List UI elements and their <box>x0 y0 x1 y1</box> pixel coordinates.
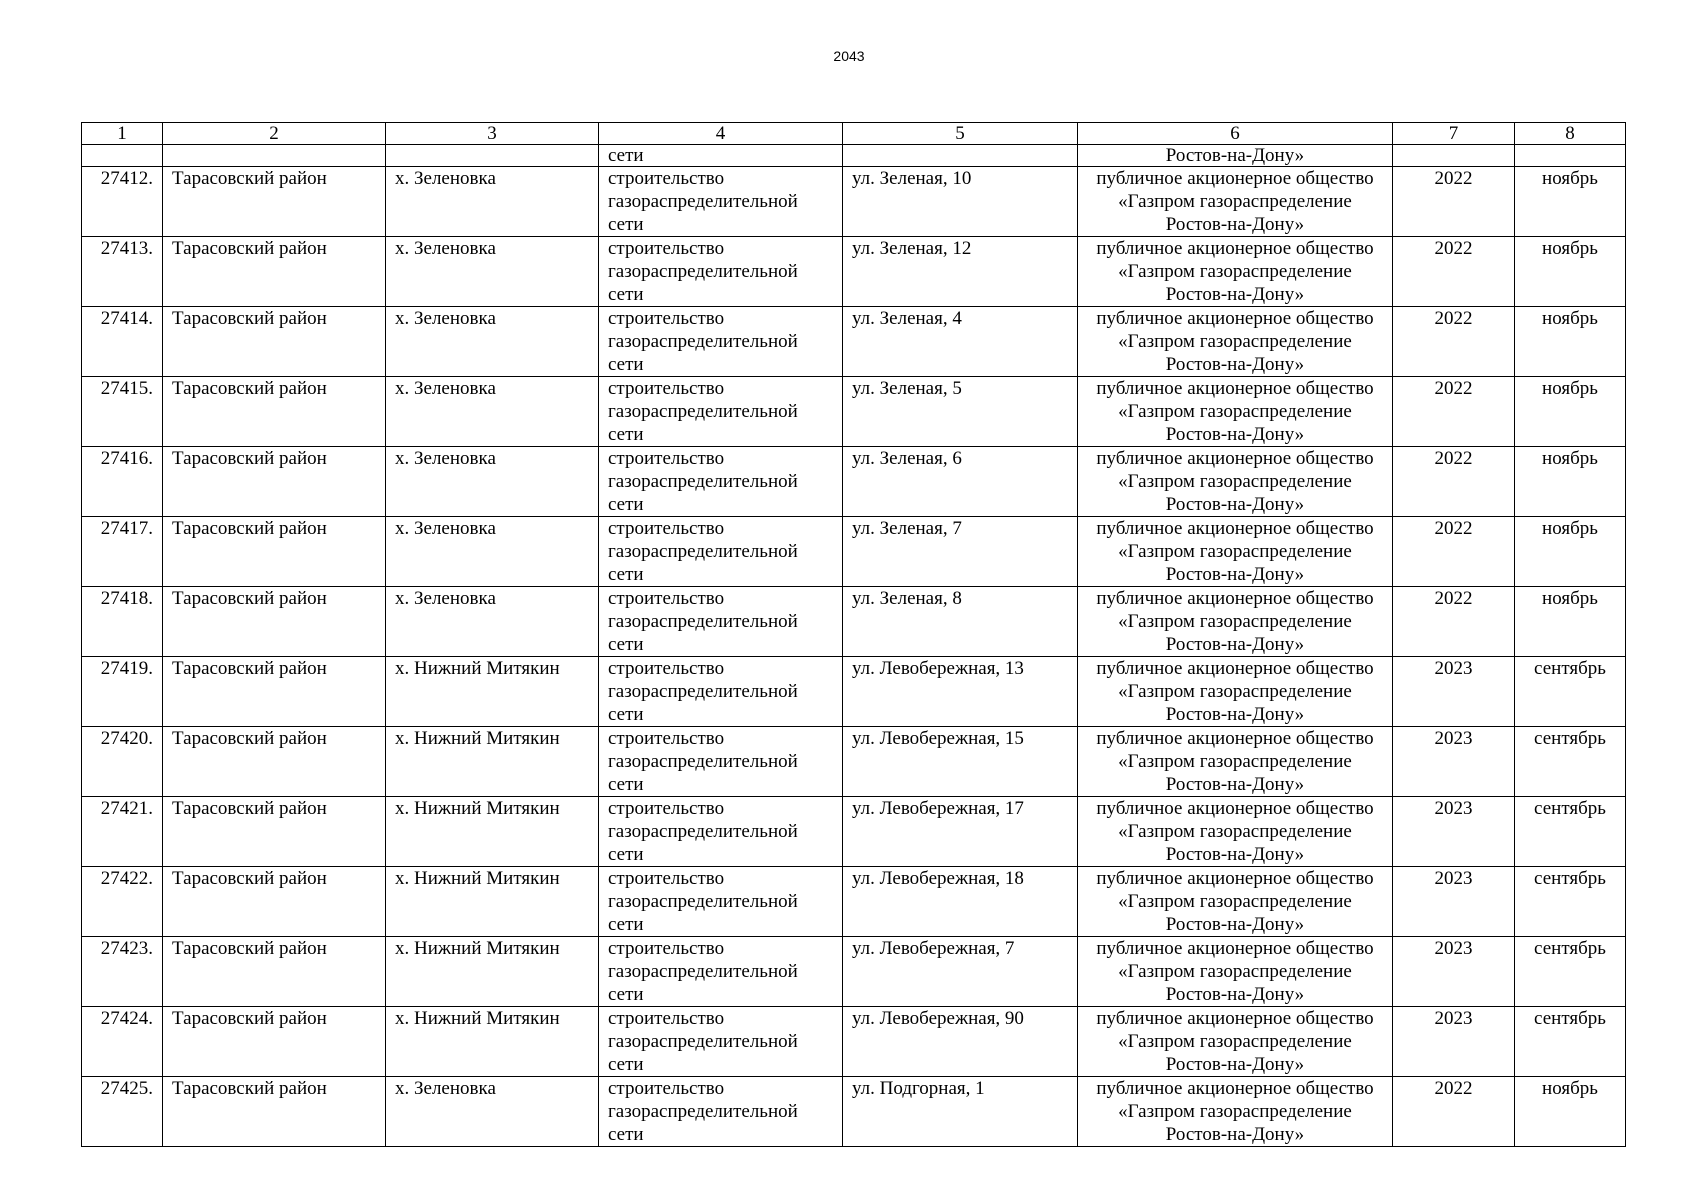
continuation-cell <box>82 145 163 167</box>
address-cell: ул. Зеленая, 10 <box>843 167 1078 237</box>
year-cell: 2023 <box>1393 657 1515 727</box>
organization-cell-line: публичное акционерное общество <box>1096 658 1374 679</box>
work-type-cell-line: строительство <box>608 168 725 189</box>
table-row <box>82 587 1626 657</box>
address-cell: ул. Зеленая, 5 <box>843 377 1078 447</box>
month-cell: сентябрь <box>1515 1007 1626 1077</box>
work-type-cell-line: строительство <box>608 588 725 609</box>
work-type-cell <box>599 307 843 377</box>
work-type-cell-line: газораспределительной <box>608 961 798 982</box>
column-header: 6 <box>1078 123 1393 145</box>
year-cell: 2023 <box>1393 937 1515 1007</box>
address-cell: ул. Зеленая, 7 <box>843 517 1078 587</box>
row-number-cell: 27415. <box>82 377 163 447</box>
table-row <box>82 307 1626 377</box>
organization-cell-line: «Газпром газораспределение <box>1118 541 1352 562</box>
row-number-cell: 27424. <box>82 1007 163 1077</box>
work-type-cell-line: сети <box>608 844 644 865</box>
district-cell: Тарасовский район <box>163 377 386 447</box>
address-cell: ул. Левобережная, 15 <box>843 727 1078 797</box>
organization-cell <box>1078 797 1393 867</box>
work-type-cell-line: газораспределительной <box>608 1101 798 1122</box>
organization-cell <box>1078 237 1393 307</box>
organization-cell-line: Ростов-на-Дону» <box>1165 1124 1305 1145</box>
settlement-cell: х. Нижний Митякин <box>386 867 599 937</box>
work-type-cell-line: строительство <box>608 728 725 749</box>
row-number-cell: 27417. <box>82 517 163 587</box>
settlement-cell: х. Зеленовка <box>386 307 599 377</box>
row-number-cell: 27420. <box>82 727 163 797</box>
work-type-cell-line: строительство <box>608 448 725 469</box>
register-table <box>81 122 1626 1147</box>
organization-cell-line: Ростов-на-Дону» <box>1165 564 1305 585</box>
year-cell: 2022 <box>1393 1077 1515 1147</box>
address-cell: ул. Подгорная, 1 <box>843 1077 1078 1147</box>
address-cell: ул. Левобережная, 7 <box>843 937 1078 1007</box>
work-type-cell <box>599 587 843 657</box>
settlement-cell: х. Зеленовка <box>386 1077 599 1147</box>
organization-cell-line: публичное акционерное общество <box>1096 448 1374 469</box>
district-cell: Тарасовский район <box>163 1007 386 1077</box>
settlement-cell: х. Нижний Митякин <box>386 1007 599 1077</box>
table-row <box>82 517 1626 587</box>
organization-cell-line: публичное акционерное общество <box>1096 168 1374 189</box>
settlement-cell: х. Нижний Митякин <box>386 937 599 1007</box>
work-type-cell-line: строительство <box>608 868 725 889</box>
work-type-cell <box>599 237 843 307</box>
organization-cell-line: публичное акционерное общество <box>1096 308 1374 329</box>
organization-cell-line: публичное акционерное общество <box>1096 1008 1374 1029</box>
column-header: 1 <box>82 123 163 145</box>
organization-cell-line: публичное акционерное общество <box>1096 1078 1374 1099</box>
organization-cell-line: Ростов-на-Дону» <box>1165 214 1305 235</box>
work-type-cell-line: строительство <box>608 518 725 539</box>
month-cell: ноябрь <box>1515 237 1626 307</box>
organization-cell <box>1078 1077 1393 1147</box>
month-cell: ноябрь <box>1515 167 1626 237</box>
organization-cell <box>1078 657 1393 727</box>
work-type-cell-line: газораспределительной <box>608 471 798 492</box>
organization-cell-line: Ростов-на-Дону» <box>1165 354 1305 375</box>
work-type-cell <box>599 867 843 937</box>
year-cell: 2022 <box>1393 517 1515 587</box>
organization-cell-line: Ростов-на-Дону» <box>1165 424 1305 445</box>
year-cell: 2023 <box>1393 867 1515 937</box>
table-row <box>82 237 1626 307</box>
table-row <box>82 657 1626 727</box>
organization-cell <box>1078 1007 1393 1077</box>
continuation-cell <box>1515 145 1626 167</box>
work-type-cell-line: газораспределительной <box>608 541 798 562</box>
continuation-cell <box>386 145 599 167</box>
work-type-cell <box>599 447 843 517</box>
column-header: 4 <box>599 123 843 145</box>
organization-cell-line: «Газпром газораспределение <box>1118 401 1352 422</box>
table-row <box>82 377 1626 447</box>
address-cell: ул. Зеленая, 6 <box>843 447 1078 517</box>
table-row <box>82 797 1626 867</box>
work-type-cell-line: сети <box>608 354 644 375</box>
organization-cell-line: «Газпром газораспределение <box>1118 191 1352 212</box>
district-cell: Тарасовский район <box>163 307 386 377</box>
table-row <box>82 867 1626 937</box>
organization-cell-line: публичное акционерное общество <box>1096 238 1374 259</box>
month-cell: ноябрь <box>1515 1077 1626 1147</box>
work-type-cell <box>599 167 843 237</box>
organization-cell-line: Ростов-на-Дону» <box>1165 494 1305 515</box>
work-type-cell-line: сети <box>608 424 644 445</box>
year-cell: 2022 <box>1393 307 1515 377</box>
district-cell: Тарасовский район <box>163 167 386 237</box>
column-header: 8 <box>1515 123 1626 145</box>
district-cell: Тарасовский район <box>163 797 386 867</box>
district-cell: Тарасовский район <box>163 237 386 307</box>
organization-cell-line: Ростов-на-Дону» <box>1165 1054 1305 1075</box>
work-type-cell-line: газораспределительной <box>608 821 798 842</box>
settlement-cell: х. Зеленовка <box>386 167 599 237</box>
organization-cell-line: публичное акционерное общество <box>1096 938 1374 959</box>
work-type-cell-line: газораспределительной <box>608 751 798 772</box>
month-cell: сентябрь <box>1515 657 1626 727</box>
work-type-cell-line: строительство <box>608 658 725 679</box>
row-number-cell: 27413. <box>82 237 163 307</box>
work-type-cell-line: сети <box>608 1124 644 1145</box>
district-cell: Тарасовский район <box>163 517 386 587</box>
organization-cell-line: публичное акционерное общество <box>1096 868 1374 889</box>
row-number-cell: 27425. <box>82 1077 163 1147</box>
work-type-cell-line: сети <box>608 634 644 655</box>
work-type-cell-line: строительство <box>608 378 725 399</box>
work-type-cell-line: строительство <box>608 1078 725 1099</box>
month-cell: ноябрь <box>1515 517 1626 587</box>
work-type-cell-line: газораспределительной <box>608 681 798 702</box>
year-cell: 2023 <box>1393 727 1515 797</box>
work-type-cell-line: сети <box>608 214 644 235</box>
organization-cell-line: «Газпром газораспределение <box>1118 331 1352 352</box>
continuation-cell <box>163 145 386 167</box>
organization-cell-line: публичное акционерное общество <box>1096 518 1374 539</box>
organization-cell <box>1078 517 1393 587</box>
organization-cell-line: Ростов-на-Дону» <box>1165 844 1305 865</box>
row-number-cell: 27421. <box>82 797 163 867</box>
work-type-cell <box>599 1007 843 1077</box>
district-cell: Тарасовский район <box>163 867 386 937</box>
year-cell: 2023 <box>1393 797 1515 867</box>
row-number-cell: 27423. <box>82 937 163 1007</box>
organization-cell-line: публичное акционерное общество <box>1096 798 1374 819</box>
organization-cell-line: Ростов-на-Дону» <box>1165 704 1305 725</box>
year-cell: 2022 <box>1393 587 1515 657</box>
address-cell: ул. Зеленая, 8 <box>843 587 1078 657</box>
settlement-cell: х. Зеленовка <box>386 377 599 447</box>
month-cell: сентябрь <box>1515 727 1626 797</box>
month-cell: сентябрь <box>1515 867 1626 937</box>
row-number-cell: 27418. <box>82 587 163 657</box>
district-cell: Тарасовский район <box>163 727 386 797</box>
work-type-cell-line: сети <box>608 1054 644 1075</box>
row-number-cell: 27412. <box>82 167 163 237</box>
settlement-cell: х. Зеленовка <box>386 237 599 307</box>
work-type-cell <box>599 377 843 447</box>
continuation-cell: сети <box>599 145 843 167</box>
work-type-cell-line: газораспределительной <box>608 1031 798 1052</box>
column-number-header-row <box>82 123 1626 145</box>
organization-cell-line: публичное акционерное общество <box>1096 588 1374 609</box>
work-type-cell <box>599 797 843 867</box>
district-cell: Тарасовский район <box>163 657 386 727</box>
table-row <box>82 167 1626 237</box>
continuation-cell: Ростов-на-Дону» <box>1078 145 1393 167</box>
work-type-cell-line: сети <box>608 284 644 305</box>
district-cell: Тарасовский район <box>163 587 386 657</box>
column-header: 7 <box>1393 123 1515 145</box>
settlement-cell: х. Зеленовка <box>386 447 599 517</box>
table-row <box>82 1077 1626 1147</box>
work-type-cell-line: строительство <box>608 798 725 819</box>
work-type-cell-line: газораспределительной <box>608 611 798 632</box>
work-type-cell-line: сети <box>608 704 644 725</box>
year-cell: 2022 <box>1393 447 1515 517</box>
table-row <box>82 1007 1626 1077</box>
work-type-cell-line: строительство <box>608 238 725 259</box>
work-type-cell <box>599 937 843 1007</box>
organization-cell-line: Ростов-на-Дону» <box>1165 914 1305 935</box>
work-type-cell-line: строительство <box>608 938 725 959</box>
row-number-cell: 27419. <box>82 657 163 727</box>
year-cell: 2023 <box>1393 1007 1515 1077</box>
table-row <box>82 937 1626 1007</box>
organization-cell-line: «Газпром газораспределение <box>1118 261 1352 282</box>
work-type-cell-line: строительство <box>608 1008 725 1029</box>
work-type-cell <box>599 727 843 797</box>
year-cell: 2022 <box>1393 237 1515 307</box>
month-cell: сентябрь <box>1515 797 1626 867</box>
organization-cell-line: «Газпром газораспределение <box>1118 961 1352 982</box>
row-number-cell: 27422. <box>82 867 163 937</box>
settlement-cell: х. Нижний Митякин <box>386 797 599 867</box>
work-type-cell-line: сети <box>608 494 644 515</box>
continuation-cell <box>843 145 1078 167</box>
table-row <box>82 727 1626 797</box>
work-type-cell-line: сети <box>608 774 644 795</box>
address-cell: ул. Зеленая, 4 <box>843 307 1078 377</box>
page-number: 2043 <box>833 48 865 64</box>
column-header: 2 <box>163 123 386 145</box>
work-type-cell-line: сети <box>608 564 644 585</box>
organization-cell-line: Ростов-на-Дону» <box>1165 284 1305 305</box>
organization-cell-line: Ростов-на-Дону» <box>1165 774 1305 795</box>
organization-cell-line: «Газпром газораспределение <box>1118 471 1352 492</box>
organization-cell <box>1078 447 1393 517</box>
organization-cell <box>1078 937 1393 1007</box>
organization-cell-line: «Газпром газораспределение <box>1118 681 1352 702</box>
address-cell: ул. Левобережная, 18 <box>843 867 1078 937</box>
organization-cell-line: публичное акционерное общество <box>1096 378 1374 399</box>
column-header: 5 <box>843 123 1078 145</box>
address-cell: ул. Левобережная, 17 <box>843 797 1078 867</box>
row-number-cell: 27414. <box>82 307 163 377</box>
work-type-cell-line: газораспределительной <box>608 401 798 422</box>
month-cell: ноябрь <box>1515 377 1626 447</box>
organization-cell <box>1078 727 1393 797</box>
organization-cell-line: «Газпром газораспределение <box>1118 891 1352 912</box>
work-type-cell-line: газораспределительной <box>608 261 798 282</box>
work-type-cell <box>599 1077 843 1147</box>
work-type-cell-line: сети <box>608 914 644 935</box>
work-type-cell-line: газораспределительной <box>608 331 798 352</box>
work-type-cell-line: газораспределительной <box>608 891 798 912</box>
organization-cell-line: Ростов-на-Дону» <box>1165 634 1305 655</box>
address-cell: ул. Левобережная, 90 <box>843 1007 1078 1077</box>
row-number-cell: 27416. <box>82 447 163 517</box>
organization-cell <box>1078 167 1393 237</box>
organization-cell-line: «Газпром газораспределение <box>1118 1031 1352 1052</box>
organization-cell-line: Ростов-на-Дону» <box>1165 984 1305 1005</box>
district-cell: Тарасовский район <box>163 937 386 1007</box>
organization-cell-line: «Газпром газораспределение <box>1118 611 1352 632</box>
settlement-cell: х. Нижний Митякин <box>386 727 599 797</box>
work-type-cell-line: сети <box>608 984 644 1005</box>
work-type-cell-line: строительство <box>608 308 725 329</box>
district-cell: Тарасовский район <box>163 447 386 517</box>
continuation-cell <box>1393 145 1515 167</box>
table-row <box>82 447 1626 517</box>
organization-cell-line: «Газпром газораспределение <box>1118 821 1352 842</box>
address-cell: ул. Левобережная, 13 <box>843 657 1078 727</box>
organization-cell <box>1078 587 1393 657</box>
work-type-cell-line: газораспределительной <box>608 191 798 212</box>
settlement-cell: х. Зеленовка <box>386 587 599 657</box>
organization-cell <box>1078 867 1393 937</box>
organization-cell <box>1078 307 1393 377</box>
work-type-cell <box>599 657 843 727</box>
organization-cell <box>1078 377 1393 447</box>
column-header: 3 <box>386 123 599 145</box>
settlement-cell: х. Зеленовка <box>386 517 599 587</box>
continuation-row <box>82 145 1626 167</box>
work-type-cell <box>599 517 843 587</box>
settlement-cell: х. Нижний Митякин <box>386 657 599 727</box>
month-cell: ноябрь <box>1515 447 1626 517</box>
district-cell: Тарасовский район <box>163 1077 386 1147</box>
organization-cell-line: публичное акционерное общество <box>1096 728 1374 749</box>
year-cell: 2022 <box>1393 167 1515 237</box>
month-cell: ноябрь <box>1515 587 1626 657</box>
month-cell: сентябрь <box>1515 937 1626 1007</box>
organization-cell-line: «Газпром газораспределение <box>1118 751 1352 772</box>
organization-cell-line: «Газпром газораспределение <box>1118 1101 1352 1122</box>
address-cell: ул. Зеленая, 12 <box>843 237 1078 307</box>
year-cell: 2022 <box>1393 377 1515 447</box>
month-cell: ноябрь <box>1515 307 1626 377</box>
